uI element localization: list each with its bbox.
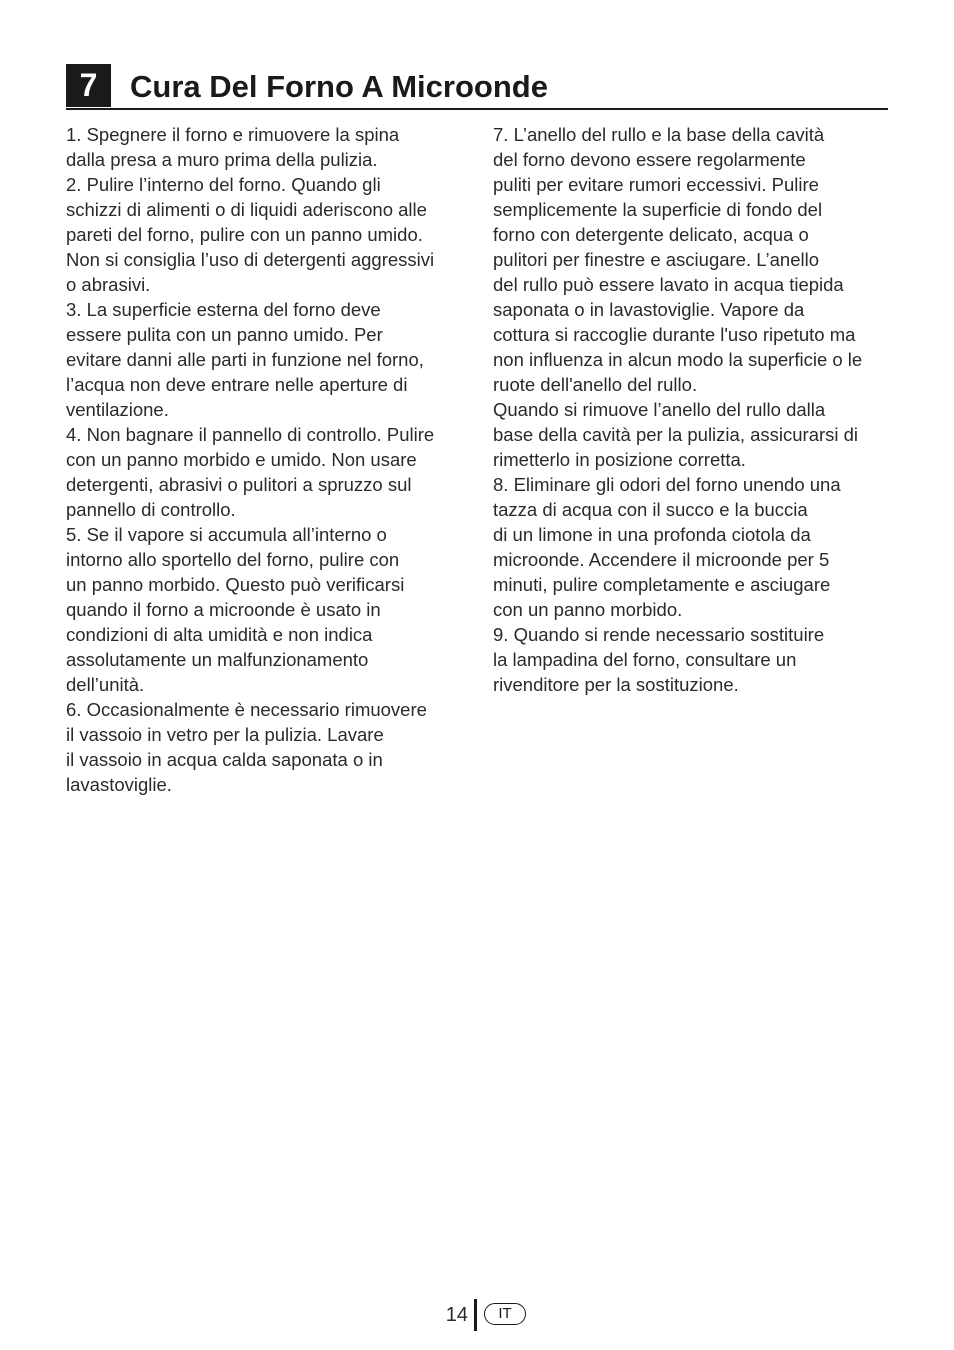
paragraph-line: intorno allo sportello del forno, pulire con (66, 549, 400, 570)
paragraph-line: 5. Se il vapore si accumula all’interno o (66, 524, 387, 545)
instruction-paragraph (493, 622, 893, 697)
paragraph-line: Non si consiglia l’uso di detergenti aggressivi (66, 249, 435, 270)
paragraph-line: ruote dell'anello del rullo. (493, 374, 698, 395)
paragraph-line: lavastoviglie. (66, 774, 172, 795)
paragraph-line: saponata o in lavastoviglie. Vapore da (493, 299, 805, 320)
paragraph-line: pareti del forno, pulire con un panno umido. (66, 224, 423, 245)
paragraph-line: assolutamente un malfunzionamento (66, 649, 369, 670)
paragraph-line: minuti, pulire completamente e asciugare (493, 574, 831, 595)
instruction-paragraph (493, 472, 893, 622)
paragraph-line: puliti per evitare rumori eccessivi. Pulire (493, 174, 819, 195)
paragraph-line: 6. Occasionalmente è necessario rimuovere (66, 699, 427, 720)
paragraph-line: quando il forno a microonde è usato in (66, 599, 381, 620)
instruction-paragraph (66, 297, 464, 422)
paragraph-line: del forno devono essere regolarmente (493, 149, 806, 170)
paragraph-line: l’acqua non deve entrare nelle aperture di (66, 374, 408, 395)
paragraph-line: rimetterlo in posizione corretta. (493, 449, 746, 470)
page-footer (0, 1299, 954, 1331)
paragraph-line: base della cavità per la pulizia, assicurarsi di (493, 424, 859, 445)
paragraph-line: schizzi di alimenti o di liquidi aderiscono alle (66, 199, 427, 220)
paragraph-line: pannello di controllo. (66, 499, 236, 520)
paragraph-line: detergenti, abrasivi o pulitori a spruzzo sul (66, 474, 412, 495)
right-text-column (493, 122, 893, 697)
paragraph-line: condizioni di alta umidità e non indica (66, 624, 373, 645)
left-text-column (66, 122, 464, 797)
paragraph-line: tazza di acqua con il succo e la buccia (493, 499, 808, 520)
paragraph-line: 1. Spegnere il forno e rimuovere la spina (66, 124, 400, 145)
paragraph-line: con un panno morbido. (493, 599, 683, 620)
paragraph-line: non influenza in alcun modo la superficie o le (493, 349, 863, 370)
paragraph-line: forno con detergente delicato, acqua o (493, 224, 809, 245)
chapter-number-badge: 7 (66, 64, 111, 107)
paragraph-line: 7. L’anello del rullo e la base della cavità (493, 124, 825, 145)
paragraph-line: 3. La superficie esterna del forno deve (66, 299, 381, 320)
paragraph-line: evitare danni alle parti in funzione nel forno, (66, 349, 424, 370)
paragraph-line: dalla presa a muro prima della pulizia. (66, 149, 378, 170)
instruction-paragraph (66, 697, 464, 797)
instruction-paragraph (493, 122, 893, 472)
paragraph-line: pulitori per finestre e asciugare. L’anello (493, 249, 819, 270)
paragraph-line: 8. Eliminare gli odori del forno unendo una (493, 474, 841, 495)
paragraph-line: cottura si raccoglie durante l'uso ripetuto ma (493, 324, 856, 345)
paragraph-line: con un panno morbido e umido. Non usare (66, 449, 417, 470)
paragraph-line: 4. Non bagnare il pannello di controllo. Pulire (66, 424, 435, 445)
paragraph-line: dell’unità. (66, 674, 145, 695)
language-badge: IT (484, 1303, 526, 1325)
paragraph-line: la lampadina del forno, consultare un (493, 649, 797, 670)
instruction-paragraph (66, 122, 464, 172)
paragraph-line: o abrasivi. (66, 274, 151, 295)
instruction-paragraph (66, 422, 464, 522)
page-number: 14 (445, 1304, 468, 1326)
instruction-paragraph (66, 172, 464, 297)
paragraph-line: microonde. Accendere il microonde per 5 (493, 549, 830, 570)
section-header (66, 64, 888, 110)
paragraph-line: 9. Quando si rende necessario sostituire (493, 624, 825, 645)
page-title: Cura Del Forno A Microonde (130, 69, 548, 104)
paragraph-line: il vassoio in vetro per la pulizia. Lavare (66, 724, 384, 745)
paragraph-line: essere pulita con un panno umido. Per (66, 324, 383, 345)
paragraph-line: il vassoio in acqua calda saponata o in (66, 749, 383, 770)
instruction-paragraph (66, 522, 464, 697)
paragraph-line: un panno morbido. Questo può verificarsi (66, 574, 405, 595)
paragraph-line: ventilazione. (66, 399, 169, 420)
paragraph-line: semplicemente la superficie di fondo del (493, 199, 823, 220)
footer-divider (474, 1299, 477, 1331)
paragraph-line: del rullo può essere lavato in acqua tiepida (493, 274, 844, 295)
paragraph-line: rivenditore per la sostituzione. (493, 674, 739, 695)
paragraph-line: Quando si rimuove l’anello del rullo dalla (493, 399, 826, 420)
paragraph-line: di un limone in una profonda ciotola da (493, 524, 811, 545)
paragraph-line: 2. Pulire l’interno del forno. Quando gli (66, 174, 381, 195)
